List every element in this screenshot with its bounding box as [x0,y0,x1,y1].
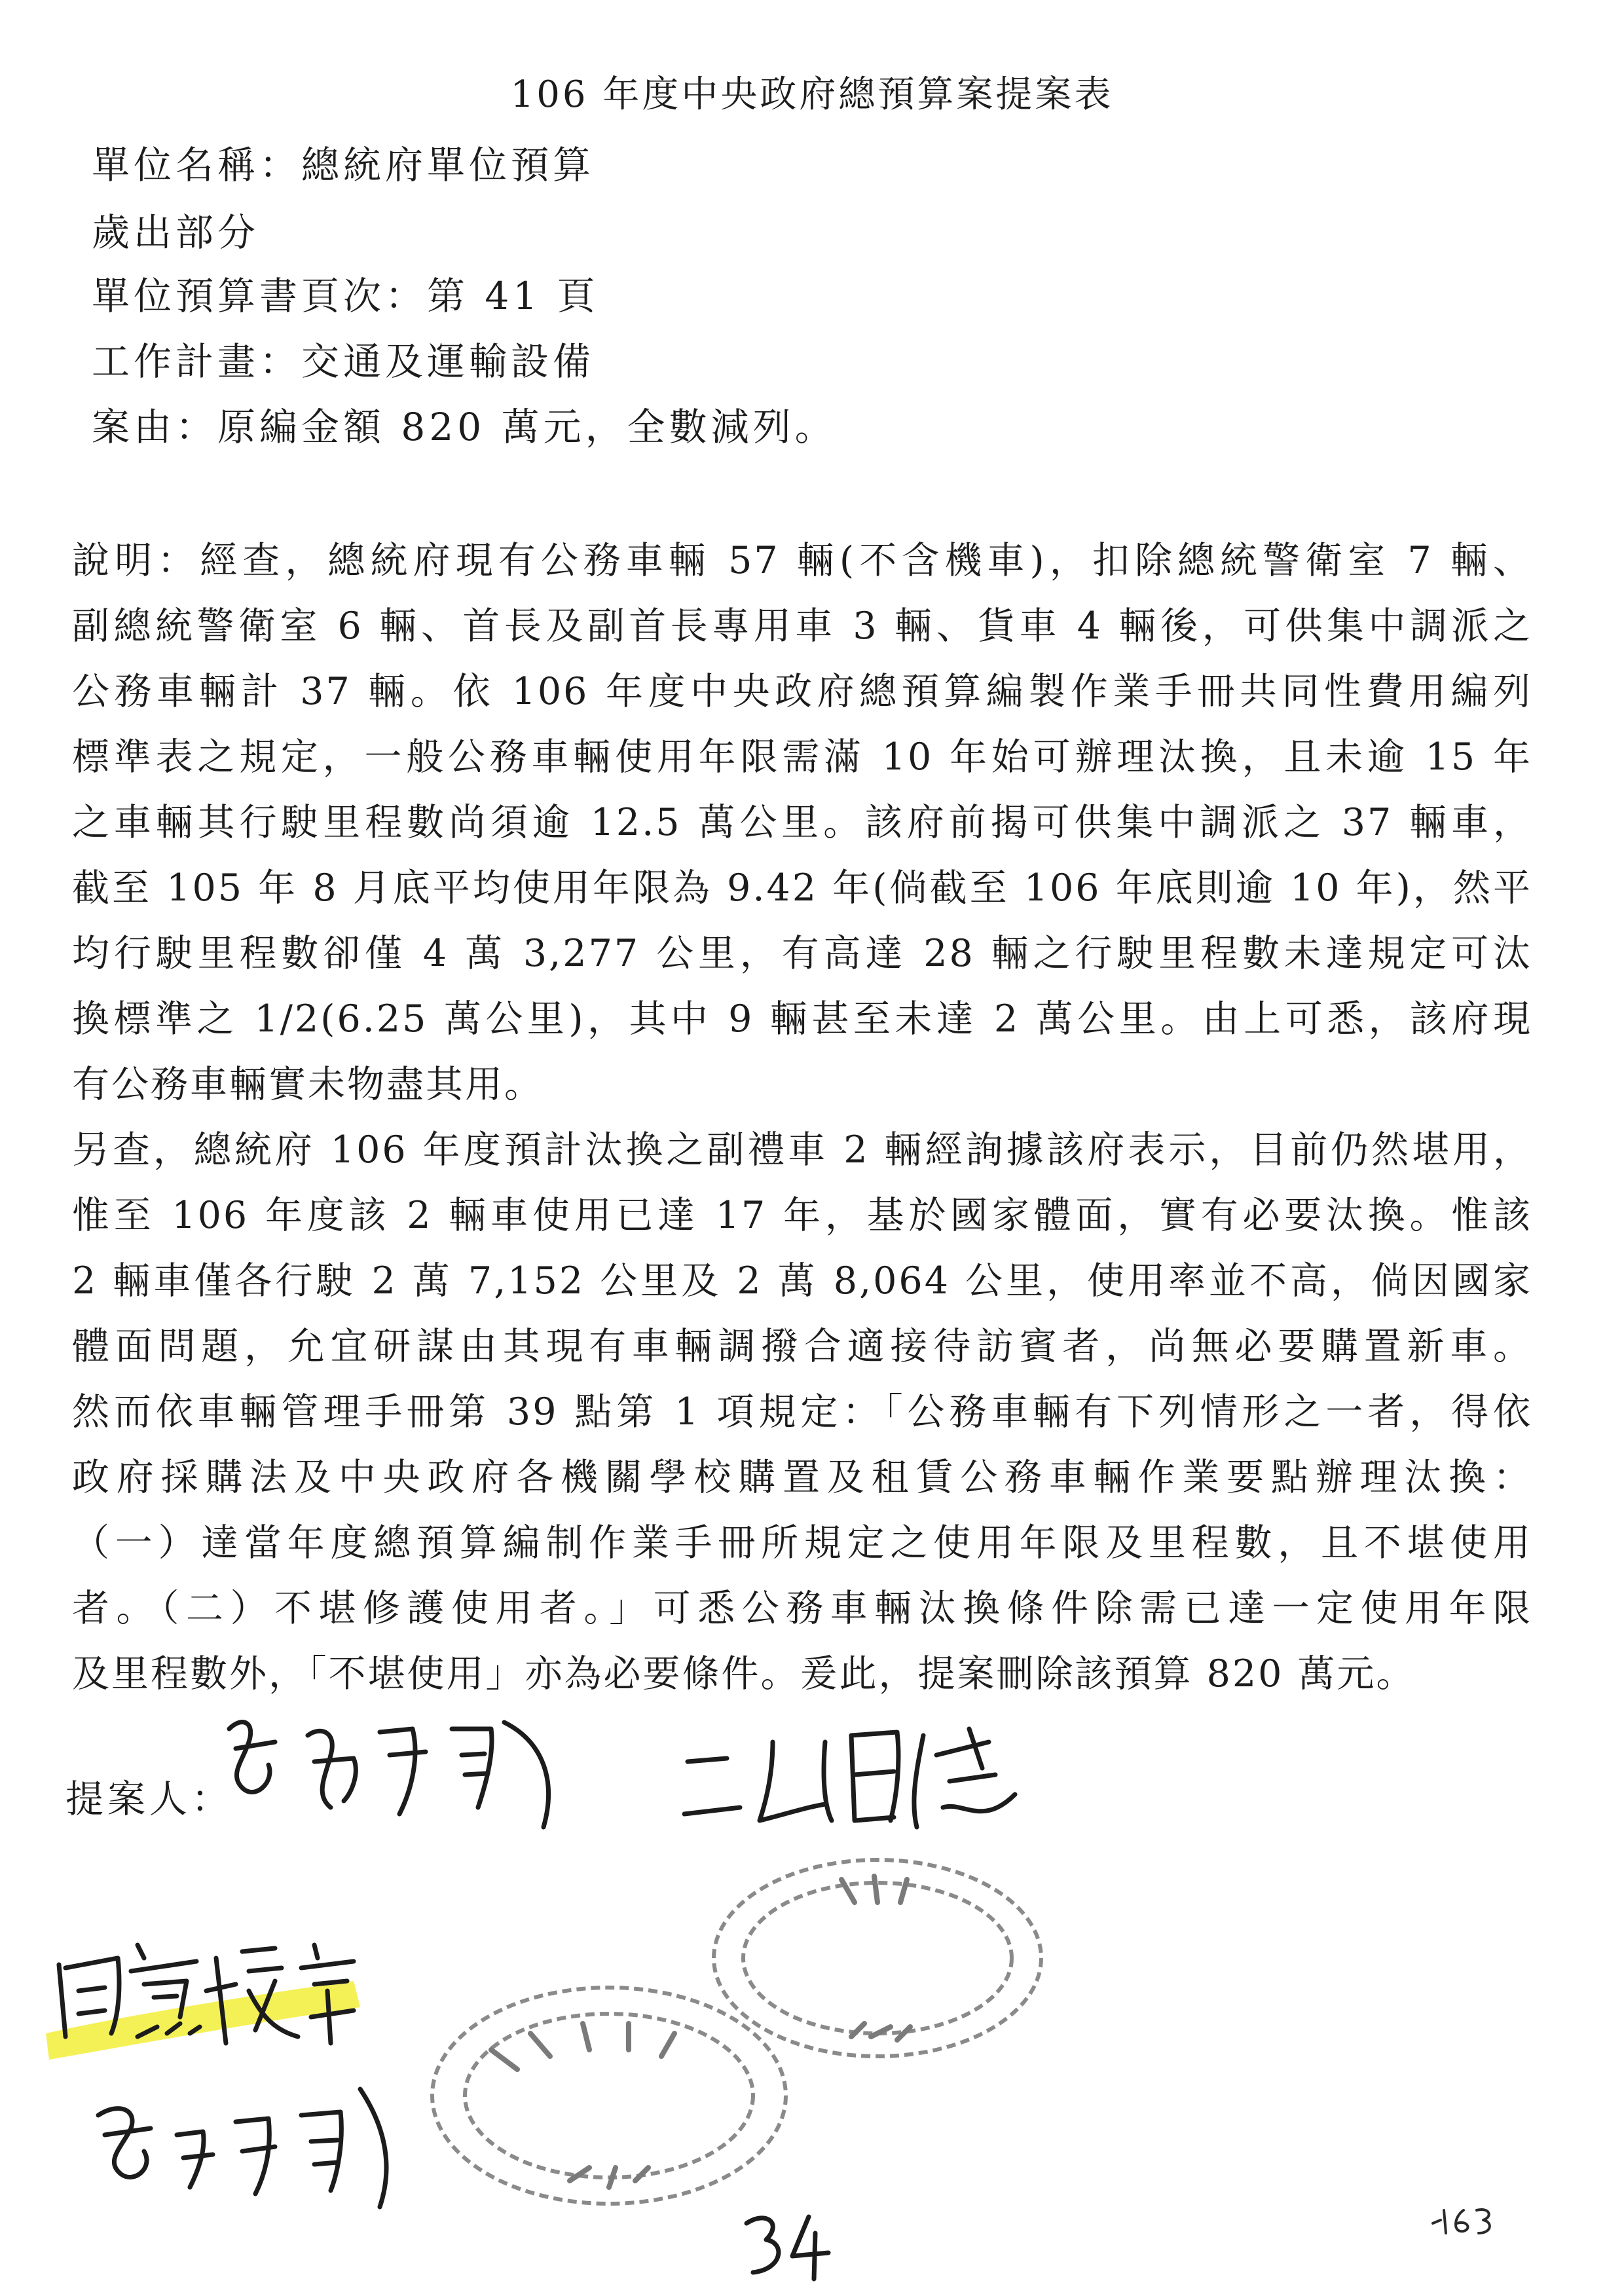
explanation-line: 者。（二）不堪修護使用者。」可悉公務車輛汰換條件除需已達一定使用年限 [72,1587,1532,1630]
explanation-line: 截至 105 年 8 月底平均使用年限為 9.42 年(倘截至 106 年底則逾 10 年)，然平 [72,866,1532,910]
proposer-signature-2 [674,1716,1041,1847]
explanation-line: 及里程數外，「不堪使用」亦為必要條件。爰此，提案刪除該預算 820 萬元。 [72,1652,1416,1695]
work-plan-line: 工作計畫：交通及運輸設備 [92,339,595,384]
budget-page-line: 單位預算書頁次：第 41 頁 [92,274,599,318]
withdrawal-agreement-note [39,1919,380,2069]
case-reason-line: 案由：原編金額 820 萬元，全數減列。 [92,405,837,449]
explanation-line: 說明：經查，總統府現有公務車輛 57 輛(不含機車)，扣除總統警衛室 7 輛、 [72,539,1532,582]
explanation-line: 體面問題，允宜研謀由其現有車輛調撥合適接待訪賓者，尚無必要購置新車。 [72,1325,1532,1368]
explanation-line: 換標準之 1/2(6.25 萬公里)，其中 9 輛甚至未達 2 萬公里。由上可悉，該府現 [72,997,1532,1041]
explanation-line: 有公務車輛實未物盡其用。 [72,1063,544,1106]
explanation-line: 公務車輛計 37 輛。依 106 年度中央政府總預算編製作業手冊共同性費用編列 [72,670,1532,713]
official-stamp-left [419,1971,799,2233]
corner-number [1428,2197,1500,2243]
corner-number-handwriting [1428,2197,1500,2243]
unit-name-line: 單位名稱：總統府單位預算 [92,143,595,187]
explanation-line: 政府採購法及中央政府各機關學校購置及租賃公務車輛作業要點辦理汰換： [72,1456,1532,1499]
explanation-line: 副總統警衛室 6 輛、首長及副首長專用車 3 輛、貨車 4 輛後，可供集中調派之 [72,604,1532,648]
document-title: 106 年度中央政府總預算案提案表 [510,73,1114,116]
explanation-line: 均行駛里程數卻僅 4 萬 3,277 公里，有高達 28 輛之行駛里程數未達規定可汰 [72,932,1532,975]
proposer-signature-1 [216,1703,596,1834]
explanation-line: 2 輛車僅各行駛 2 萬 7,152 公里及 2 萬 8,064 公里，使用率並不高，倘因國家 [72,1259,1532,1303]
explanation-line: 另查，總統府 106 年度預計汰換之副禮車 2 輛經詢據該府表示，目前仍然堪用， [72,1128,1532,1172]
withdrawal-signature [85,2076,399,2213]
highlighter-mark [39,1919,380,2069]
expenditure-section-line: 歲出部分 [92,210,260,255]
explanation-line: 標準表之規定，一般公務車輛使用年限需滿 10 年始可辦理汰換，且未逾 15 年 [72,735,1532,779]
page-number [737,2207,835,2286]
page-number-handwriting [737,2207,835,2286]
explanation-line: 之車輛其行駛里程數尚須逾 12.5 萬公里。該府前揭可供集中調派之 37 輛車， [72,801,1532,844]
explanation-line: 惟至 106 年度該 2 輛車使用已達 17 年，基於國家體面，實有必要汰換。惟該 [72,1194,1532,1237]
proposer-label: 提案人： [65,1777,234,1821]
explanation-line: （一）達當年度總預算編制作業手冊所規定之使用年限及里程數，且不堪使用 [72,1521,1532,1565]
explanation-line: 然而依車輛管理手冊第 39 點第 1 項規定：「公務車輛有下列情形之一者，得依 [72,1390,1532,1434]
